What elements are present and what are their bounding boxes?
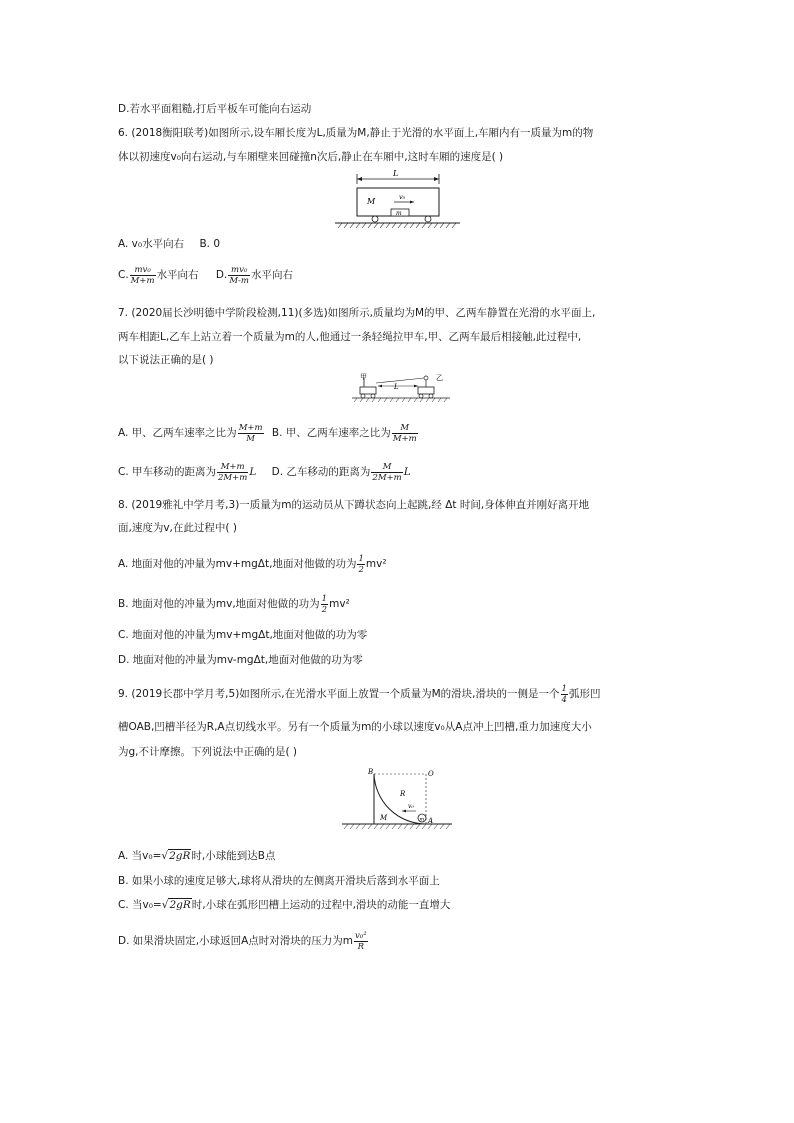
q9-option-c: C. 当v₀=√2gR时,小球在弧形凹槽上运动的过程中,滑块的动能一直增大 <box>118 899 451 911</box>
q8-stem-line-2: 面,速度为v,在此过程中( ) <box>118 522 237 534</box>
fig6-label-L: L <box>393 169 399 178</box>
q8-option-b: B. 地面对他的冲量为mv,地面对他做的功为 $\frac{1}{2}$ mv² <box>118 593 350 615</box>
q9-option-a: A. 当v₀=√2gR时,小球能到达B点 <box>118 850 276 862</box>
q5-option-d: D.若水平面粗糙,打后平板车可能向右运动 <box>118 103 312 115</box>
q9-stem-line-3: 为g,不计摩擦。下列说法中正确的是( ) <box>118 746 298 758</box>
fig7-label-L: L <box>394 383 399 391</box>
fig9-label-v0: v₀ <box>408 803 414 810</box>
q7-option-b: B. 甲、乙两车速率之比为 $\frac{M}{M+m}$ <box>271 422 417 444</box>
q6-stem-line-1: 6. (2018衡阳联考)如图所示,设车厢长度为L,质量为M,静止于光滑的水平面上,车厢内有一质量为m的物 <box>118 127 594 139</box>
q7-option-d: D. 乙车移动的距离为 $\frac{M}{2M+m}$ L <box>271 461 411 483</box>
q9-option-d: D. 如果滑块固定,小球返回A点时对滑块的压力为m $\frac{\text{v₀²}}{R}$ <box>118 930 367 952</box>
fig9-label-M: M <box>380 814 388 822</box>
fig7-label-yi: 乙 <box>436 374 443 382</box>
fig6-label-M: M <box>367 197 376 206</box>
q7-stem-line-3: 以下说法正确的是( ) <box>118 354 214 366</box>
q9-figure <box>340 766 456 838</box>
fig9-label-R: R <box>400 790 406 798</box>
q6-option-c: C. $\frac{\text{mv₀}}{M+m}$ 水平向右 <box>118 264 199 286</box>
q6-option-d: D. $\frac{\text{mv₀}}{M-m}$ 水平向右 <box>215 264 293 286</box>
fig7-label-jia: 甲 <box>360 373 367 381</box>
fig9-label-B: B <box>368 768 374 776</box>
fig9-label-A: A <box>428 817 434 825</box>
q8-option-d: D. 地面对他的冲量为mv-mgΔt,地面对他做的功为零 <box>118 654 363 666</box>
q7-options-ab <box>118 422 419 444</box>
q6-stem-line-2: 体以初速度v₀向右运动,与车厢壁来回碰撞n次后,静止在车厢中,这时车厢的速度是( ) <box>118 151 504 163</box>
q7-stem-line-1: 7. (2020届长沙明德中学阶段检测,11)(多选)如图所示,质量均为M的甲、乙两车静置在光滑的水平面上, <box>118 307 596 319</box>
q9-stem-line-2: 槽OAB,凹槽半径为R,A点切线水平。另有一个质量为m的小球以速度v₀从A点冲上凹槽,重力加速度大小 <box>118 721 592 733</box>
q8-option-c: C. 地面对他的冲量为mv+mgΔt,地面对他做的功为零 <box>118 629 368 641</box>
q7-options-cd <box>118 461 411 483</box>
q8-option-a: A. 地面对他的冲量为mv+mgΔt,地面对他做的功为 $\frac{1}{2}$ mv² <box>118 553 387 575</box>
q7-figure <box>350 370 454 404</box>
q6-option-a: A. v₀水平向右 <box>118 238 185 250</box>
fig6-label-v0: v₀ <box>399 193 406 201</box>
q6-option-b: B. 0 <box>199 238 221 250</box>
fig9-label-O: O <box>428 770 434 778</box>
q6-options-ab <box>118 236 220 252</box>
q7-stem-line-2: 两车相距L,乙车上站立着一个质量为m的人,他通过一条轻绳拉甲车,甲、乙两车最后相接触,此过程中, <box>118 331 582 343</box>
q6-options-cd <box>118 264 293 286</box>
q9-stem-line-1: 9. (2019长郡中学月考,5)如图所示,在光滑水平面上放置一个质量为M的滑块,滑块的一侧是一个 $\frac{1}{4}$ 弧形凹 <box>118 683 601 705</box>
q6-figure <box>330 166 466 232</box>
q9-option-b: B. 如果小球的速度足够大,球将从滑块的左侧离开滑块后落到水平面上 <box>118 875 440 887</box>
fig6-label-m: m <box>396 210 402 217</box>
fig9-label-m: m <box>419 816 425 823</box>
q7-option-a: A. 甲、乙两车速率之比为 $\frac{M+m}{M}$ <box>118 422 263 444</box>
q8-stem-line-1: 8. (2019雅礼中学月考,3)一质量为m的运动员从下蹲状态向上起跳,经 Δt 时间,身体伸直并刚好离开地 <box>118 499 590 511</box>
q7-option-c: C. 甲车移动的距离为 $\frac{M+m}{2M+m}$ L <box>118 461 257 483</box>
